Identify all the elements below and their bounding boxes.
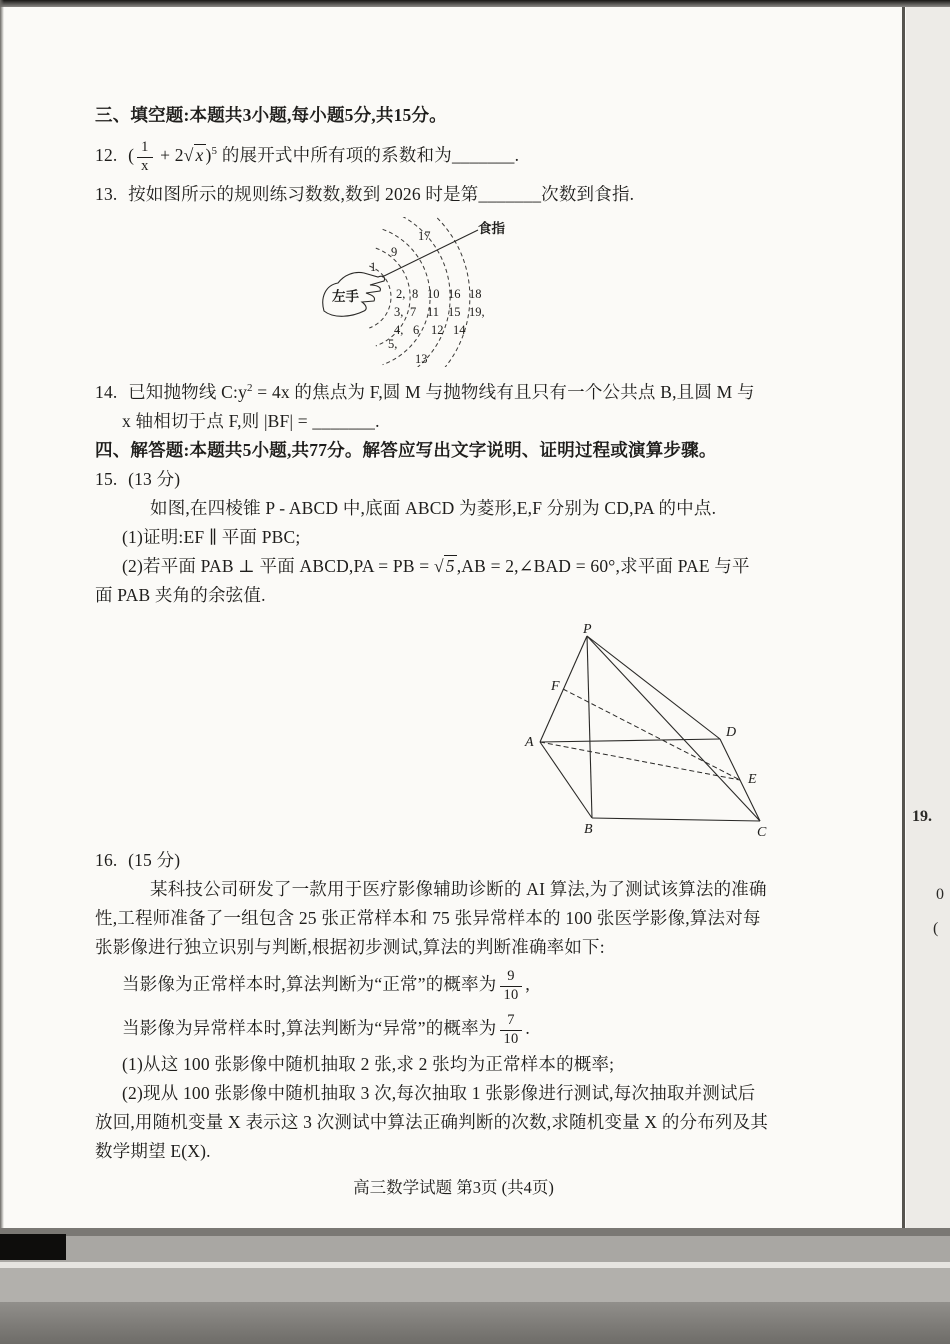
- q16-paragraph-line2: 性,工程师准备了一组包含 25 张正常样本和 75 张异常样本的 100 张医学影像,算法对每: [95, 908, 761, 929]
- count-number: 7: [410, 305, 417, 320]
- vertex-label-B: B: [584, 822, 593, 838]
- count-number: 19,: [469, 305, 485, 320]
- pyramid-figure: [520, 624, 780, 839]
- scan-band: [0, 1236, 950, 1262]
- q12-sqrt: √ x: [183, 144, 204, 165]
- q12-fraction: $\frac{1}{x}$: [137, 140, 152, 175]
- count-number: 14: [453, 323, 466, 338]
- vertex-label-E: E: [748, 772, 757, 788]
- scan-black-mark: [0, 1234, 66, 1260]
- count-number: 16: [448, 287, 461, 302]
- vertex-label-D: D: [726, 725, 737, 741]
- question-12-number: 12.: [95, 144, 118, 165]
- question-16-header: [95, 850, 867, 871]
- count-number: 18: [469, 287, 482, 302]
- segment-AE-dashed: [540, 742, 740, 780]
- q12-plus-term: + 2: [160, 144, 184, 165]
- q16-paragraph-line1: 某科技公司研发了一款用于医疗影像辅助诊断的 AI 算法,为了测试该算法的准确: [150, 879, 767, 900]
- question-12: [95, 134, 867, 174]
- vertex-label-F: F: [551, 679, 560, 695]
- question-15-score: (13 分): [128, 469, 181, 490]
- count-number: 13: [415, 352, 428, 367]
- q14-answer-blank: _______.: [312, 411, 380, 432]
- count-number: 6: [413, 323, 420, 338]
- question-14-number: 14.: [95, 382, 118, 403]
- page-edge-fragment: (: [933, 920, 939, 937]
- q12-paren-close: ): [205, 144, 212, 165]
- q15-statement: 如图,在四棱锥 P - ABCD 中,底面 ABCD 为菱形,E,F 分别为 CD,PA 的中点.: [150, 498, 717, 519]
- left-hand-label: 左手: [332, 289, 359, 305]
- scan-edge-top: [0, 0, 950, 7]
- q14-text: 已知抛物线 C:y: [128, 382, 248, 403]
- section3-heading: 三、填空题:本题共3小题,每小题5分,共15分。: [95, 105, 447, 125]
- scan-band: [0, 1302, 950, 1344]
- q16-prob1-punct: ,: [525, 974, 530, 995]
- exam-content: [95, 105, 867, 1198]
- q16-prob1-fraction: $\frac{9}{10}$: [500, 969, 523, 1004]
- q14-text-line2: x 轴相切于点 F,则 |BF| =: [122, 411, 313, 432]
- question-13: [95, 184, 867, 205]
- count-number: 5,: [388, 337, 398, 352]
- q12-text: 的展开式中所有项的系数和为: [221, 144, 452, 165]
- count-number: 15: [448, 305, 461, 320]
- hand-counting-figure: [320, 217, 550, 367]
- next-question-number-fragment: 19.: [912, 808, 932, 825]
- scan-band: [0, 1268, 950, 1302]
- count-number: 12: [431, 323, 444, 338]
- q16-part2-line2: 放回,用随机变量 X 表示这 3 次测试中算法正确判断的次数,求随机变量 X 的分布列及其: [95, 1111, 769, 1132]
- page-right-margin: [906, 7, 950, 1344]
- section4-heading: 四、解答题:本题共5小题,共77分。解答应写出文字说明、证明过程或演算步骤。: [95, 440, 717, 461]
- q16-part1: (1)从这 100 张影像中随机抽取 2 张,求 2 张均为正常样本的概率;: [122, 1053, 615, 1074]
- question-14-line2: [95, 411, 867, 432]
- count-number: 8: [412, 287, 419, 302]
- count-number: 17: [418, 229, 431, 244]
- q16-probability-abnormal: [95, 1010, 867, 1048]
- count-number: 10: [427, 287, 440, 302]
- q12-paren-open: (: [128, 144, 135, 165]
- vertex-label-C: C: [757, 825, 767, 840]
- index-finger-label: 食指: [478, 221, 505, 237]
- q16-probability-normal: [95, 966, 867, 1004]
- q16-paragraph-line3: 张影像进行独立识别与判断,根据初步测试,算法的判断准确率如下:: [95, 937, 605, 958]
- edge-AB: [540, 742, 592, 818]
- question-14-line1: [95, 378, 867, 403]
- q13-text-tail: 次数到食指.: [541, 184, 635, 205]
- q15-part2-line2: 面 PAB 夹角的余弦值.: [95, 585, 266, 606]
- edge-BC: [592, 818, 760, 821]
- q16-part2-line3: 数学期望 E(X).: [95, 1140, 211, 1161]
- vertex-label-A: A: [525, 735, 534, 751]
- q15-sqrt5: √ 5: [433, 556, 455, 577]
- q15-part2-text-cont: ,AB = 2,∠BAD = 60°,求平面 PAE 与平: [456, 556, 750, 577]
- q14-exponent: 2: [247, 382, 253, 395]
- question-15-number: 15.: [95, 469, 118, 490]
- question-15-header: [95, 469, 867, 490]
- count-number: 9: [391, 245, 398, 260]
- edge-PD: [587, 636, 720, 739]
- vertex-label-P: P: [583, 624, 592, 638]
- count-number: 4,: [394, 323, 404, 338]
- q16-prob1-text: 当影像为正常样本时,算法判断为“正常”的概率为: [122, 974, 497, 995]
- q16-prob2-punct: .: [525, 1017, 530, 1038]
- q15-part1: (1)证明:EF ∥ 平面 PBC;: [122, 527, 301, 548]
- page-footer: 高三数学试题 第3页 (共4页): [353, 1177, 554, 1197]
- question-16-number: 16.: [95, 850, 118, 871]
- count-number: 1: [370, 260, 377, 275]
- question-16-score: (15 分): [128, 850, 181, 871]
- count-number: 3,: [394, 305, 404, 320]
- count-number: 11: [427, 305, 440, 320]
- q14-text-cont: = 4x 的焦点为 F,圆 M 与抛物线有且只有一个公共点 B,且圆 M 与: [252, 382, 755, 403]
- q12-answer-blank: _______.: [451, 144, 520, 165]
- q13-text: 按如图所示的规则练习数数,数到 2026 时是第: [128, 184, 479, 205]
- edge-AD: [540, 739, 720, 742]
- q13-answer-blank: _______: [478, 184, 542, 205]
- count-number: 2,: [396, 287, 406, 302]
- question-13-number: 13.: [95, 184, 118, 205]
- scan-edge-left: [0, 0, 4, 1344]
- q12-exponent: 5: [211, 145, 218, 157]
- scan-band: [0, 1228, 950, 1236]
- scan-fold-shadow: [902, 0, 905, 1344]
- q16-part2-line1: (2)现从 100 张影像中随机抽取 3 次,每次抽取 1 张影像进行测试,每次抽取并测试后: [122, 1082, 756, 1103]
- q15-part2-line1: [95, 556, 867, 577]
- q15-part2-text: (2)若平面 PAB ⊥ 平面 ABCD,PA = PB =: [122, 556, 434, 577]
- edge-PB: [587, 636, 592, 818]
- page-edge-fragment: 0: [936, 886, 944, 903]
- q16-prob2-fraction: $\frac{7}{10}$: [500, 1013, 523, 1048]
- q16-prob2-text: 当影像为异常样本时,算法判断为“异常”的概率为: [122, 1017, 497, 1038]
